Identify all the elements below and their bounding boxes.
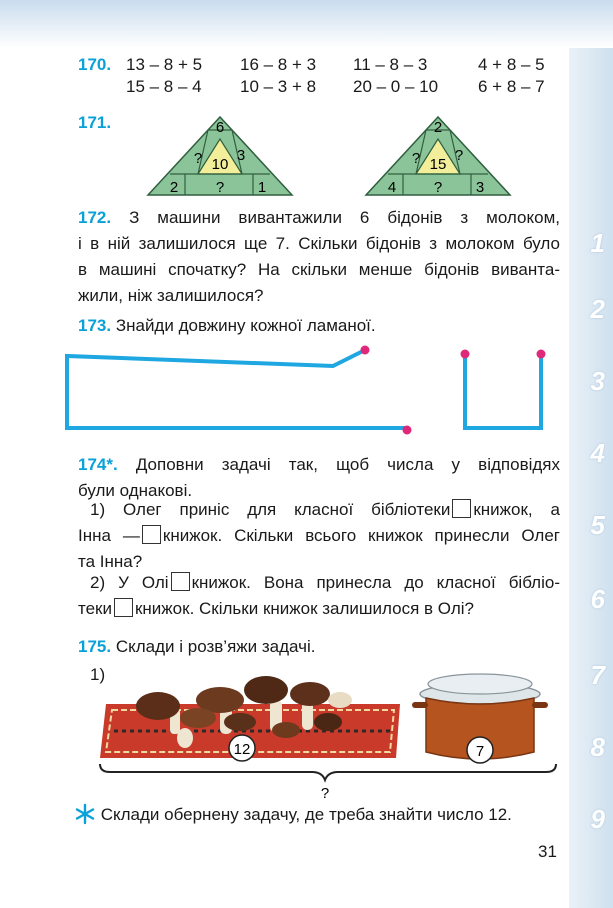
ex174-t2a: 2) У Олі <box>90 573 169 592</box>
sidebar-number-2: 2 <box>590 294 605 324</box>
exercise-172-number: 172. <box>78 208 112 227</box>
tri1-bottom-right: 1 <box>257 179 267 196</box>
sidebar-number-6: 6 <box>590 584 605 614</box>
sidebar-number-9: 9 <box>590 804 605 834</box>
page-number: 31 <box>538 842 557 861</box>
exercise-174-task-1 <box>78 497 560 575</box>
expr: 10 – 3 + 8 <box>240 77 317 96</box>
expr: 4 + 8 – 5 <box>478 55 545 74</box>
exercise-174-number: 174*. <box>78 455 118 474</box>
ex172-line-1: З машини вивантажили 6 бідонів з молоком, <box>129 208 560 227</box>
endpoint-dot <box>403 426 412 435</box>
mushrooms-count: 12 <box>233 741 251 758</box>
ex174-t1e: та Інна? <box>78 552 143 571</box>
expr: 13 – 8 + 5 <box>126 55 203 74</box>
tri1-center: 10 <box>211 156 229 173</box>
polyline-1 <box>67 350 407 428</box>
tri2-top: 2 <box>433 119 443 136</box>
brace <box>100 764 556 780</box>
sidebar-number-8: 8 <box>590 732 605 762</box>
blank-box[interactable] <box>114 598 133 617</box>
tri2-bottom-left: 4 <box>387 179 397 196</box>
tri2-bottom-right: 3 <box>475 179 485 196</box>
blank-box[interactable] <box>142 525 161 544</box>
polyline-2 <box>465 354 541 428</box>
exercise-174-task-2 <box>78 570 560 622</box>
ex175-extra <box>74 802 512 828</box>
tri1-right: 3 <box>236 147 246 164</box>
ex174-t2c: теки <box>78 599 112 618</box>
sidebar-number-5: 5 <box>590 510 605 540</box>
exercise-171-number: 171. <box>78 113 112 132</box>
sidebar-number-1: 1 <box>590 228 605 258</box>
sidebar-number-7: 7 <box>590 660 605 690</box>
triangle-2 <box>366 117 510 196</box>
mushrooms-pot-illustration <box>90 660 570 800</box>
number-triangles <box>140 112 580 198</box>
ex174-t1b: книжок, а <box>473 500 560 519</box>
ex174-t2d: книжок. Скільки книжок залишилося в Олі? <box>134 599 474 618</box>
ex174-t1d: книжок. Скільки всього книжок принесли Олег <box>162 526 560 545</box>
tri2-right: ? <box>454 147 464 164</box>
polylines-figure <box>55 340 555 440</box>
expr: 15 – 8 – 4 <box>126 77 202 96</box>
ex172-line-4: жили, ніж залишилося? <box>78 286 264 305</box>
ex175-extra-text: Склади обернену задачу, де треба знайти число 12. <box>100 805 512 824</box>
blank-box[interactable] <box>171 572 190 591</box>
ex174-t2b: книжок. Вона принесла до класної бібліо- <box>191 573 560 592</box>
expr: 16 – 8 + 3 <box>240 55 317 74</box>
endpoint-dot <box>537 350 546 359</box>
exercise-175 <box>78 634 315 660</box>
ex175-text: Склади і розв’яжи задачі. <box>115 637 316 656</box>
tri2-bottom-mid: ? <box>433 179 443 196</box>
exercise-172 <box>78 205 560 309</box>
tri1-top: 6 <box>215 119 225 136</box>
blank-box[interactable] <box>452 499 471 518</box>
tri2-center: 15 <box>429 156 447 173</box>
ex174-intro-1: Доповни задачі так, щоб числа у відповідях <box>135 455 560 474</box>
expr: 11 – 8 – 3 <box>353 55 428 74</box>
exercise-173-number: 173. <box>78 316 112 335</box>
ex175-part-label: 1) <box>90 665 106 684</box>
snowflake-icon <box>74 803 96 825</box>
tri1-bottom-left: 2 <box>169 179 179 196</box>
sidebar-number-4: 4 <box>590 438 605 468</box>
ex172-line-2: і в ній залишилося ще 7. Скільки бідонів з молоком було <box>78 234 560 253</box>
top-band <box>0 0 613 48</box>
ex172-line-3: в машині спочатку? На скільки менше бідонів виванта- <box>78 260 560 279</box>
tri1-left: ? <box>193 150 203 167</box>
ex174-t1c: Інна — <box>78 526 140 545</box>
exercise-170-number: 170. <box>78 55 112 74</box>
expr: 20 – 0 – 10 <box>353 77 439 96</box>
tri1-bottom-mid: ? <box>215 179 225 196</box>
exercise-175-number: 175. <box>78 637 112 656</box>
ex173-text: Знайди довжину кожної ламаної. <box>115 316 376 335</box>
ex174-intro-2: були однакові. <box>78 481 193 500</box>
sidebar-number-3: 3 <box>590 366 605 396</box>
endpoint-dot <box>461 350 470 359</box>
ex174-t1a: 1) Олег приніс для класної бібліотеки <box>90 500 451 519</box>
expr: 6 + 8 – 7 <box>478 77 545 96</box>
endpoint-dot <box>361 346 370 355</box>
brace-question: ? <box>320 785 330 800</box>
exercise-173 <box>78 313 376 339</box>
triangle-1 <box>148 117 292 196</box>
pot-count: 7 <box>475 743 485 760</box>
tri2-left: ? <box>411 150 421 167</box>
